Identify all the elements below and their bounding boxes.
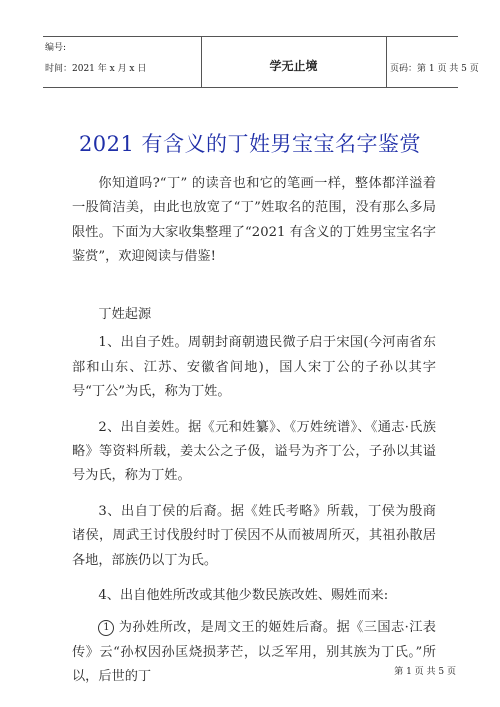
page-footer: 第 1 页 共 5 页 [394, 667, 456, 677]
numbered-circle-marker: 1 [98, 620, 114, 636]
header-page-info: 页码：第 1 页 共 5 页 [390, 64, 479, 74]
sub-item [72, 616, 436, 689]
intro-block [72, 172, 436, 270]
document-title: 2021 有含义的丁姓男宝宝名字鉴赏 [78, 132, 422, 156]
header-brand: 学无止境 [269, 59, 318, 73]
origin-item-1: 1、出自子姓。周朝封商朝遗民微子启于宋国(今河南省东部和山东、江苏、安徽省间地)，国人宋丁公的子孙以其字号“丁公”为氏，称为丁姓。 [72, 335, 436, 400]
origin-item-2: 2、出自姜姓。据《元和姓纂》、《万姓统谱》、《通志·氏族略》等资料所载，姜太公之子伋，谥号为齐丁公，子孙以其谥号为氏，称为丁姓。 [72, 419, 436, 484]
section-heading: 丁姓起源 [98, 307, 152, 322]
header-left-cell [43, 37, 202, 87]
header-right-cell [387, 37, 479, 87]
sub-item-text: 为孙姓所改，是周文王的姬姓后裔。据《三国志·江表传》云“孙权因孙匡烧损茅芒，以乏军用，别其族为丁氏。”所以，后世的丁 [72, 620, 436, 685]
header-middle-cell [201, 37, 387, 87]
page-header [43, 36, 479, 88]
intro-paragraph: 你知道吗?“丁” 的读音也和它的笔画一样，整体都洋溢着一股简洁美，由此也放宽了“丁”姓取名的范围，没有那么多局限性。下面为大家收集整理了“2021 有含义的丁姓男宝宝名字鉴赏”，欢迎阅读与借鉴! [72, 176, 436, 265]
serial-number-label: 编号: [45, 43, 67, 53]
date-label: 时间：2021 年 x 月 x 日 [45, 64, 147, 74]
origin-item-4: 4、出自他姓所改或其他少数民族改姓、赐姓而来: [98, 588, 389, 604]
origin-item-3: 3、出自丁侯的后裔。据《姓氏考略》所载，丁侯为殷商诸侯，周武王讨伐殷纣时丁侯因不从而被周所灭，其祖孙散居各地，部族仍以丁为氏。 [72, 503, 436, 568]
origin-section [72, 303, 436, 690]
